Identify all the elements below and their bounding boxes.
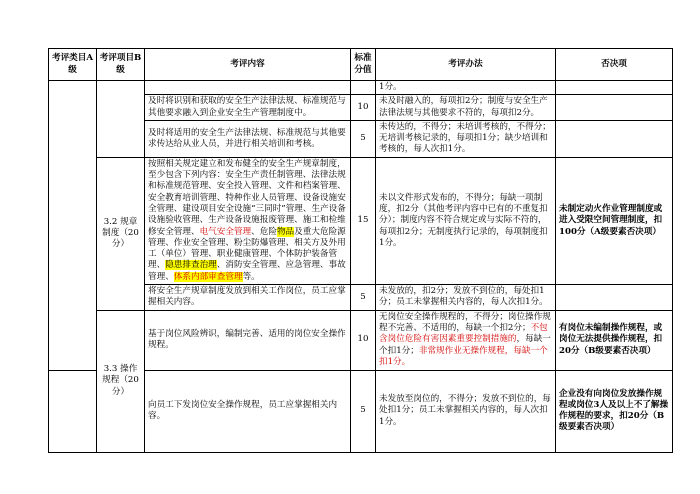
- content-cell: [145, 157, 351, 284]
- content-highlight-text: 物品: [276, 226, 295, 237]
- method-cell: 未发放至岗位的，不得分；发放不到位的，每处扣1分；员工未掌握相关内容的，每人次扣1分。: [376, 370, 556, 452]
- category-cell: [49, 370, 97, 452]
- table-row: [49, 95, 673, 121]
- content-highlight-text: 隐患排查治理: [165, 260, 217, 271]
- method-cell: 未发放的，扣2分；发放不到位的，每处扣1分；员工未掌握相关内容的，每人次扣1分。: [376, 285, 556, 311]
- item-cell: [97, 120, 145, 157]
- header-category-a: 考评类目A级: [49, 49, 97, 81]
- item-rules-cell: 3.2 规章制度（20分）: [97, 157, 145, 310]
- score-cell: 10: [351, 95, 376, 121]
- table-header-row: [49, 49, 673, 81]
- table-row: [49, 120, 673, 157]
- header-item-b: 考评项目B级: [97, 49, 145, 81]
- method-red-text: 不包含岗位危险有害因素重要控制措施的: [379, 323, 548, 345]
- content-text: 、消防安全管理、应急管理、事故管理、: [148, 260, 346, 282]
- header-content: 考评内容: [145, 49, 351, 81]
- content-text: 等。: [242, 271, 260, 282]
- header-method: 考评办法: [376, 49, 556, 81]
- method-cell: 1分。: [376, 81, 556, 95]
- content-cell: 及时将识别和获取的安全生产法律法规、标准规范与其他要求融入到企业安全生产管理制度中。: [145, 95, 351, 121]
- veto-cell: [556, 95, 673, 121]
- table-row: [49, 157, 673, 284]
- score-cell: 5: [351, 370, 376, 452]
- method-cell: 未及时融入的，每项扣2分；制度与安全生产法律法规与其他要求不符的，每项扣2分。: [376, 95, 556, 121]
- header-score: 标准分值: [351, 49, 376, 81]
- method-text: ，每缺一个扣1分；: [379, 334, 551, 356]
- score-cell: 10: [351, 310, 376, 370]
- content-cell: 将安全生产规章制度发放到相关工作岗位，员工应掌握相关内容。: [145, 285, 351, 311]
- score-cell: 5: [351, 120, 376, 157]
- veto-cell: [556, 81, 673, 95]
- table-row: [49, 81, 673, 95]
- content-text: 按照相关规定建立和发布健全的安全生产规章制度，至少包含下列内容：安全生产责任制管理、法律法规和标准规范管理、安全投入管理、文件和档案管理、安全教育培训管理、特种作业人员管理、设备设施安全管理、建设项目安全设施“三同时”管理、生产设备设施验收管理、生产设备设施报废管理、施工和检维修安全管理、: [148, 158, 346, 237]
- content-cell: 向员工下发岗位安全操作规程，员工应掌握相关内容。: [145, 370, 351, 452]
- method-cell: 未传达的，不得分；未培训考核的，不得分；无培训考核记录的，每项扣1分；缺少培训和考核的，每人次扣1分。: [376, 120, 556, 157]
- content-cell: [145, 81, 351, 95]
- score-cell: 5: [351, 285, 376, 311]
- veto-cell: [556, 120, 673, 157]
- header-veto: 否决项: [556, 49, 673, 81]
- method-cell: 未以文件形式发布的，不得分；每缺一项制度，扣2分（其他考评内容中已有的不重复扣分）；制度内容不符合规定或与实际不符的，每项扣2分；无制度执行记录的，每项制度扣1分。: [376, 157, 556, 284]
- content-cell: 基于岗位风险辨识，编制完善、适用的岗位安全操作规程。: [145, 310, 351, 370]
- item-cell: [97, 81, 145, 95]
- content-red-text: 电气安全管理: [199, 226, 252, 237]
- item-cell: [97, 95, 145, 121]
- content-text: 及重大危险源管理、作业安全管理、粉尘防爆管理、相关方及外用工（单位）管理、职业健康管理、个体防护装备管理、: [148, 226, 346, 271]
- score-cell: 15: [351, 157, 376, 284]
- evaluation-table: [48, 48, 673, 453]
- content-text: 、危险: [251, 226, 277, 237]
- content-cell: 及时将适用的安全生产法律法规、标准规范与其他要求传达给从业人员，并进行相关培训和考核。: [145, 120, 351, 157]
- score-cell: [351, 81, 376, 95]
- veto-cell: 未制定动火作业管理制度或进入受限空间管理制度，扣100分（A级要素否决项）: [556, 157, 673, 284]
- method-text: 无岗位安全操作规程的，不得分；岗位操作规程不完善、不适用的，每缺一个扣2分；: [379, 311, 551, 334]
- table-row: [49, 310, 673, 370]
- category-cell: [49, 81, 97, 371]
- veto-cell: 企业没有向岗位发放操作规程或岗位3人及以上不了解操作规程的要求，扣20分（B级要素否决项）: [556, 370, 673, 452]
- veto-cell: [556, 285, 673, 311]
- content-highlight-red-text: 体系内部审查管理: [173, 271, 243, 282]
- item-procedures-cell: 3.3 操作规程（20分）: [97, 310, 145, 452]
- method-red-text: 非常规作业无操作规程，每缺一个扣1分。: [379, 345, 548, 368]
- veto-cell: 有岗位未编制操作规程，或岗位无法提供操作规程，扣20分（B级要素否决项）: [556, 310, 673, 370]
- method-cell: [376, 310, 556, 370]
